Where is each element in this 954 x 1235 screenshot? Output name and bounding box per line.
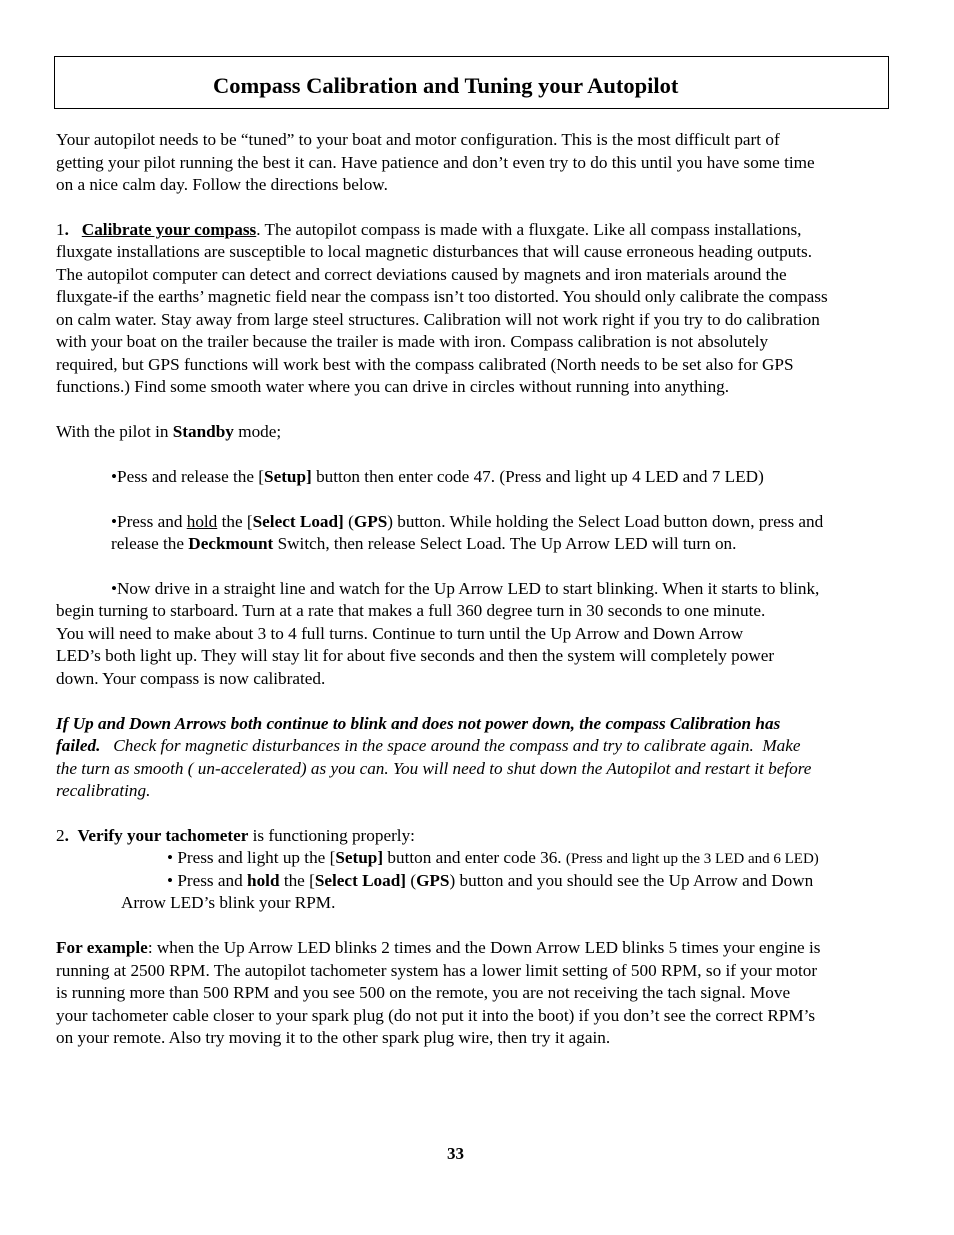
standby-line [56,421,281,444]
step1-line: required, but GPS functions will work best with the compass calibrated (North needs to be set also for GPS [56,355,794,374]
step2-text: • Press and [167,871,248,890]
page-number: 33 [447,1144,464,1163]
warning-text: the turn as smooth ( un-accelerated) as you can. You will need to shut down the Autopilot and restart it before [56,759,812,778]
bullet2-text: release the [111,534,189,553]
gps-label: GPS [353,512,388,531]
warning-line [56,780,150,803]
warning-text: recalibrating. [56,781,151,800]
step1-line: The autopilot computer can detect and correct deviations caused by magnets and iron materials around the [56,265,787,284]
intro-line: getting your pilot running the best it can. Have patience and don’t even try to do this until you have some time [56,153,815,172]
warning-line [56,758,811,781]
step1-line: fluxgate installations are susceptible to local magnetic disturbances that will cause erroneous heading outputs. [56,242,813,261]
warning-line [56,713,780,736]
step1-separator: . [64,220,69,239]
bullet2-text: •Press and [111,512,187,531]
bullet1-pre: •Pess and release the [ [111,467,265,486]
turning-instruction-line: down. Your compass is now calibrated. [56,669,326,688]
page-title: Compass Calibration and Tuning your Autopilot [213,73,679,98]
step1-first-line-rest: . The autopilot compass is made with a fluxgate. Like all compass installations, [256,220,802,239]
bullet2-text: Switch, then release Select Load. The Up Arrow LED will turn on. [273,534,737,553]
step1-heading: Calibrate your compass [81,220,257,239]
example-line: is running more than 500 RPM and you see 500 on the remote, you are not receiving the tach signal. Move [56,983,791,1002]
setup-button-label: Setup] [264,467,312,486]
step2-text: button and enter code 36. [383,848,566,867]
example-line: running at 2500 RPM. The autopilot tachometer system has a lower limit setting of 500 RPM, so if your motor [56,961,818,980]
led-note: (Press and light up the 3 LED and 6 LED) [565,851,819,867]
example-first-line [56,937,820,960]
step2-text: ( [406,871,417,890]
step1-line: with your boat on the trailer because the trailer is made with iron. Compass calibration is not absolutely [56,332,769,351]
tach-hold-instruction-line2: Arrow LED’s blink your RPM. [121,893,336,912]
setup-button-label: Setup] [335,848,384,867]
warning-failed: failed. [56,736,101,755]
turning-instruction-line: LED’s both light up. They will stay lit for about five seconds and then the system will completely power [56,646,775,665]
intro-line: Your autopilot needs to be “tuned” to your boat and motor configuration. This is the most difficult part of [56,130,780,149]
warning-line [56,735,801,758]
turning-instruction-line: You will need to make about 3 to 4 full turns. Continue to turn until the Up Arrow and Down Arrow [56,624,744,643]
bullet2-text: ) button. While holding the Select Load button down, press and [387,512,824,531]
bullet2-text: the [ [217,512,253,531]
step2-text: the [ [279,871,315,890]
turning-instruction: •Now drive in a straight line and watch for the Up Arrow LED to start blinking. When it starts to blink, [111,579,820,598]
hold-word: hold [247,871,280,890]
intro-line: on a nice calm day. Follow the directions below. [56,175,388,194]
step1-line: functions.) Find some smooth water where you can drive in circles without running into anything. [56,377,730,396]
title-box [54,56,889,109]
deckmount-label: Deckmount [188,534,274,553]
standby-post: mode; [233,422,282,441]
step2-heading-line [56,825,415,848]
step2-text: • Press and light up the [ [167,848,336,867]
step2-separator: . [64,826,69,845]
bullet2-text: ( [343,512,354,531]
standby-mode: Standby [172,422,234,441]
step1-number: 1 [56,220,65,239]
warning-bold: If Up and Down Arrows both continue to blink and does not power down, the compass Calibration has [56,714,781,733]
select-load-instruction [111,511,823,534]
select-load-label: Select Load] [314,871,407,890]
select-load-label: Select Load] [252,512,344,531]
step1-line: on calm water. Stay away from large steel structures. Calibration will not work right if you try to do calibration [56,310,820,329]
gps-label: GPS [416,871,450,890]
standby-pre: With the pilot in [56,422,173,441]
step2-rest: is functioning properly: [248,826,415,845]
hold-word: hold [186,512,218,531]
tach-hold-instruction [167,870,813,893]
step2-number: 2 [56,826,65,845]
setup-instruction [111,466,764,489]
example-line: on your remote. Also try moving it to the other spark plug wire, then try it again. [56,1028,611,1047]
example-label: For example [56,938,148,957]
tach-setup-instruction [167,847,819,871]
step2-heading: Verify your tachometer [77,826,249,845]
example-text: : when the Up Arrow LED blinks 2 times and the Down Arrow LED blinks 5 times your engine is [147,938,821,957]
example-line: your tachometer cable closer to your spark plug (do not put it into the boot) if you don’t see the correct RPM’s [56,1006,816,1025]
bullet1-post: button then enter code 47. (Press and light up 4 LED and 7 LED) [311,467,764,486]
step1-line: fluxgate-if the earths’ magnetic field near the compass isn’t too distorted. You should only calibrate the compass [56,287,828,306]
step2-text: ) button and you should see the Up Arrow and Down [449,871,814,890]
turning-instruction-line: begin turning to starboard. Turn at a rate that makes a full 360 degree turn in 30 seconds to one minute. [56,601,766,620]
select-load-instruction-line2 [111,533,736,556]
step1-first-line [56,219,801,242]
warning-text: Check for magnetic disturbances in the space around the compass and try to calibrate again. Make [100,736,801,755]
